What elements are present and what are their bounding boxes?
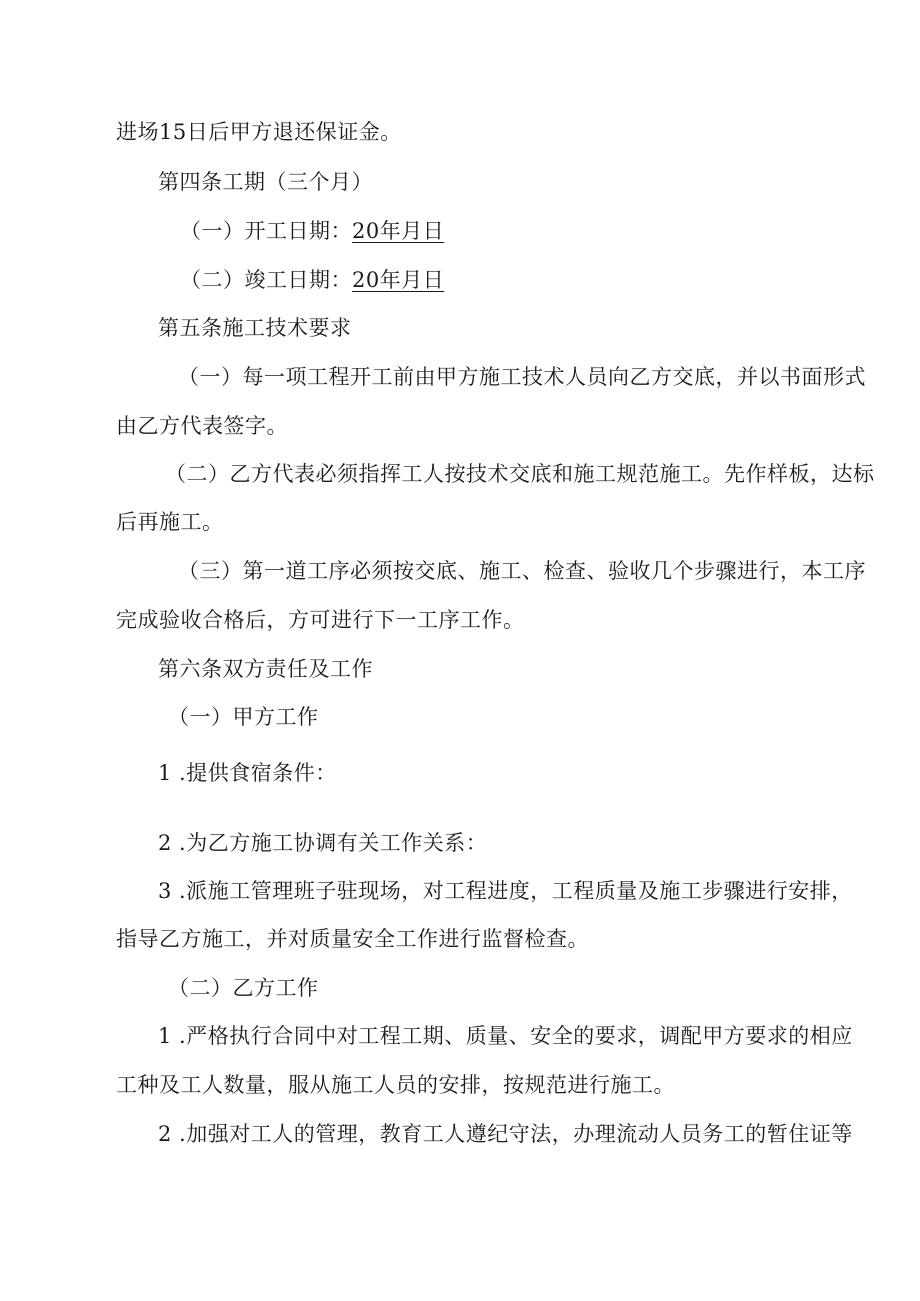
text-line: 由乙方代表签字。 <box>116 414 288 438</box>
list-item: 2 .加强对工人的管理，教育工人遵纪守法，办理流动人员务工的暂住证等 <box>158 1122 853 1146</box>
section-heading-party-a: （一）甲方工作 <box>168 705 319 729</box>
article-heading-5: 第五条施工技术要求 <box>158 316 352 340</box>
list-item: 3 .派施工管理班子驻现场，对工程进度，工程质量及施工步骤进行安排， <box>158 879 853 903</box>
text-line: （三）第一道工序必须按交底、施工、检查、验收几个步骤进行，本工序 <box>178 559 866 583</box>
start-date-line <box>180 221 444 242</box>
article-heading-6: 第六条双方责任及工作 <box>158 657 373 681</box>
text-line: 指导乙方施工，并对质量安全工作进行监督检查。 <box>116 927 589 951</box>
text-line: 工种及工人数量，服从施工人员的安排，按规范进行施工。 <box>116 1073 675 1097</box>
start-date-value: 20年月日 <box>352 219 445 243</box>
article-heading-4: 第四条工期（三个月） <box>158 170 373 194</box>
section-heading-party-b: （二）乙方工作 <box>168 976 319 1000</box>
text-line: 完成验收合格后，方可进行下一工序工作。 <box>116 608 525 632</box>
text-line: 后再施工。 <box>116 510 224 534</box>
completion-date-value: 20年月日 <box>352 268 445 292</box>
list-item: 1 .提供食宿条件： <box>158 761 337 785</box>
completion-date-label: （二）竣工日期： <box>180 268 352 292</box>
text-line: （二）乙方代表必须指挥工人按技术交底和施工规范施工。先作样板，达标 <box>165 462 875 486</box>
completion-date-line <box>180 270 444 291</box>
list-item: 2 .为乙方施工协调有关工作关系： <box>158 831 488 855</box>
text-line: 进场15日后甲方退还保证金。 <box>116 120 402 144</box>
list-item: 1 .严格执行合同中对工程工期、质量、安全的要求，调配甲方要求的相应 <box>158 1024 853 1048</box>
start-date-label: （一）开工日期： <box>180 219 352 243</box>
text-line: （一）每一项工程开工前由甲方施工技术人员向乙方交底，并以书面形式 <box>178 365 866 389</box>
